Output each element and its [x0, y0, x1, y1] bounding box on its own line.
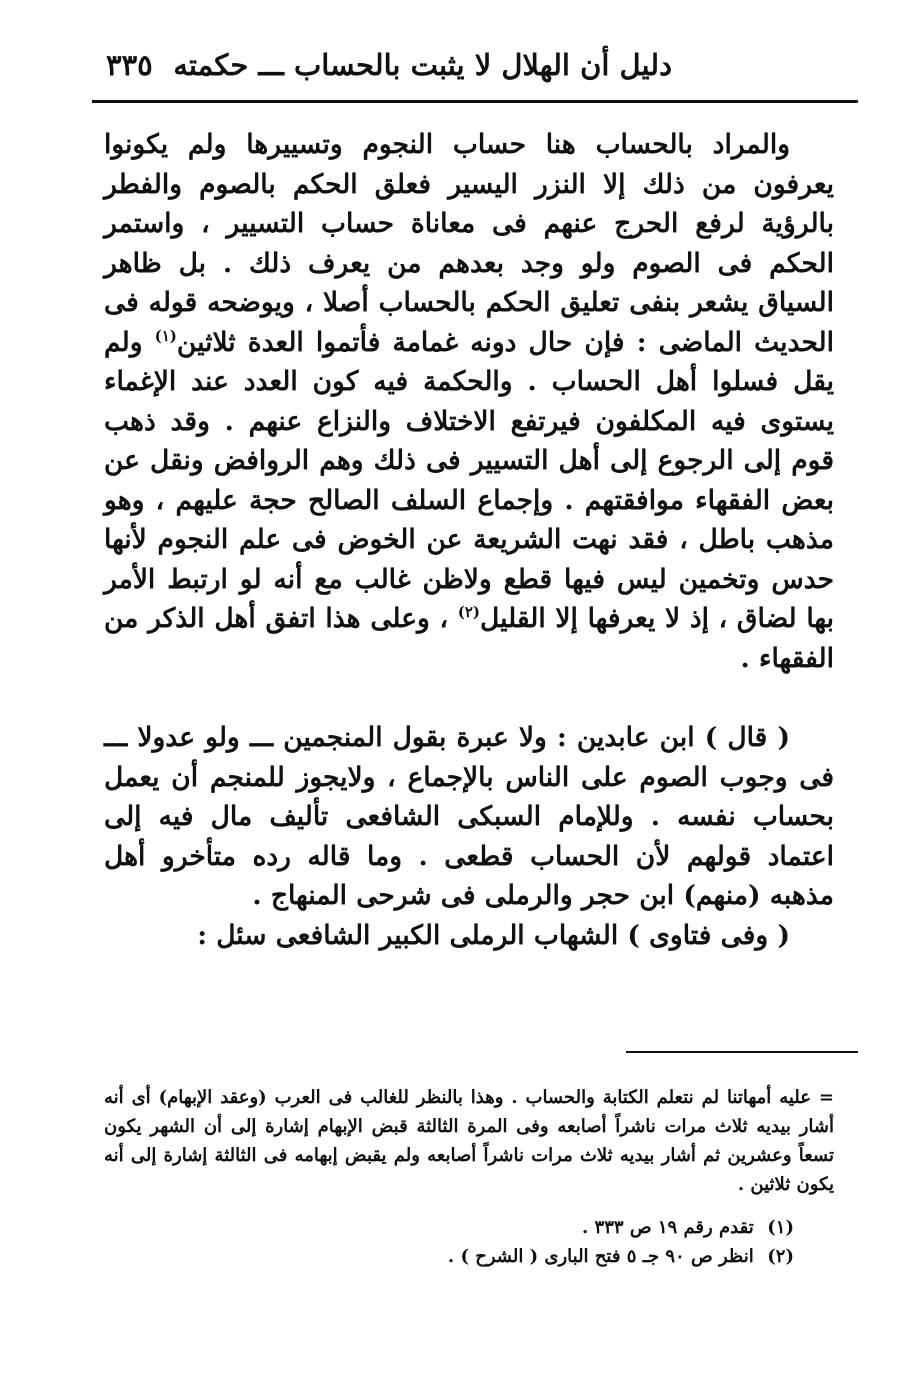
- footnote-number: (٢): [767, 1246, 794, 1267]
- paragraph-1-part-a: والمراد بالحساب هنا حساب النجوم وتسييرها ولم يكونوا يعرفون من ذلك إلا النزر اليسير فعلق الحكم بالصوم والفطر بالرؤية لرفع الحرج عنهم فى معاناة حساب التسيير ، واستمر الحكم فى الصوم ولو وجد بعدهم من يعرف ذلك . بل ظاهر السياق يشعر بنفى تعليق الحكم بالحساب أصلا ، ويوضحه قوله فى الحديث الماضى : فإن حال دونه غمامة فأتموا العدة ثلاثين: [104, 129, 834, 358]
- paragraph-1-part-c: ، وعلى هذا اتفق أهل الذكر من الفقهاء .: [104, 603, 834, 674]
- page-number: ٣٣٥: [106, 48, 153, 82]
- footnote-item: [104, 1242, 834, 1271]
- footnote-ref-1: (١): [154, 326, 177, 345]
- running-title: دليل أن الهلال لا يثبت بالحساب ـــ حكمته: [173, 48, 672, 82]
- footnote-ref-2: (٢): [457, 603, 481, 622]
- page-header: [92, 44, 858, 98]
- paragraph-3: ( وفى فتاوى ) الشهاب الرملى الكبير الشافعى سئل :: [197, 919, 790, 951]
- footnote-continuation: = عليه أمهاتنا لم نتعلم الكتابة والحساب . وهذا بالنظر للغالب فى العرب (وعقد الإبهام) أى أنه أشار بيديه ثلاث مرات ناشراً أصابعه وفى المرة الثالثة قبض الإبهام إشارة إلى أن الشهر يكون تسعاً وعشرين ثم أشار بيديه ثلاث مرات ناشراً أصابعه ولم يقبض إبهامه فى الثالثة إشارة إلى أنه يكون ثلاثين .: [104, 1087, 834, 1195]
- paragraph-2: ( قال ) ابن عابدين : ولا عبرة بقول المنجمين ـــ ولو عدولا ـــ فى وجوب الصوم على الناس بالإجماع ، ولايجوز للمنجم أن يعمل بحساب نفسه . وللإمام السبكى الشافعى تأليف مال فيه إلى اعتماد قولهم لأن الحساب قطعى . وما قاله رده متأخرو أهل مذهبه (منهم) ابن حجر والرملى فى شرحى المنهاج .: [104, 722, 834, 911]
- footnote-number: (١): [767, 1217, 794, 1238]
- footnotes: [104, 1083, 834, 1271]
- paragraph-1: [104, 125, 834, 678]
- footnote-text: انظر ص ٩٠ جـ ٥ فتح البارى ( الشرح ) .: [447, 1246, 754, 1267]
- footnote-divider: [626, 1051, 858, 1053]
- footnote-item: [104, 1213, 834, 1242]
- header-divider: [92, 100, 858, 103]
- main-text: [104, 125, 834, 955]
- footnote-text: تقدم رقم ١٩ ص ٣٣٣ .: [581, 1217, 754, 1238]
- paragraph-1-part-b: ولم يقل فسلوا أهل الحساب . والحكمة فيه كون العدد عند الإغماء يستوى فيه المكلفون فيرتفع الاختلاف والنزاع عنهم . وقد ذهب قوم إلى الرجوع إلى أهل التسيير فى ذلك وهم الروافض ونقل عن بعض الفقهاء موافقتهم . وإجماع السلف الصالح حجة عليهم ، وهو مذهب باطل ، فقد نهت الشريعة عن الخوض فى علم النجوم لأنها حدس وتخمين ليس فيها قطع ولاظن غالب مع أنه لو ارتبط الأمر بها لضاق ، إذ لا يعرفها إلا القليل: [104, 326, 834, 634]
